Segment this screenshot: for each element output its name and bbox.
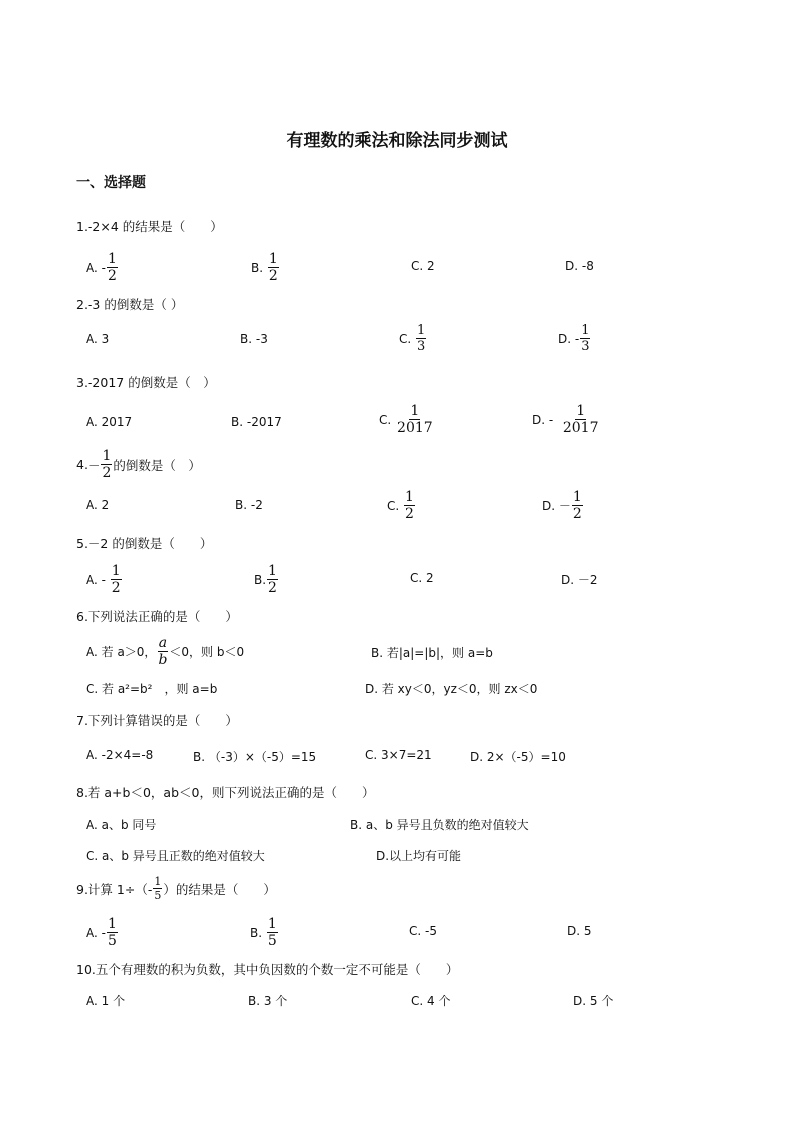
question-7-option-b[interactable]: B. （-3）×（-5）=15 (193, 750, 317, 764)
question-8-option-a[interactable]: A. a、b 同号 (86, 818, 157, 832)
question-8-option-d[interactable]: D.以上均有可能 (376, 849, 462, 863)
question-10-option-a[interactable]: A. 1 个 (86, 994, 126, 1008)
question-2-option-d[interactable]: D. - $\frac{1}{3}$ (558, 323, 590, 354)
question-1-option-a[interactable]: A. - $\frac{1}{2}$ (86, 251, 117, 284)
question-7-option-c[interactable]: C. 3×7=21 (365, 748, 432, 762)
question-3-option-a[interactable]: A. 2017 (86, 415, 133, 429)
question-8-option-c[interactable]: C. a、b 异号且正数的绝对值较大 (86, 849, 265, 863)
question-4-option-b[interactable]: B. -2 (235, 498, 263, 512)
question-2-option-b[interactable]: B. -3 (240, 332, 268, 346)
page-title: 有理数的乘法和除法同步测试 (286, 131, 508, 151)
question-7-option-a[interactable]: A. -2×4=-8 (86, 748, 154, 762)
question-4-option-d[interactable]: D. － $\frac{1}{2}$ (542, 489, 582, 522)
question-2-option-a[interactable]: A. 3 (86, 332, 110, 346)
fraction: $\frac{1}{2}$ (111, 563, 121, 596)
fraction: $\frac{1}{2}$ (107, 251, 117, 284)
question-1-option-c[interactable]: C. 2 (411, 259, 435, 273)
fraction: $\frac{1}{2}$ (268, 563, 277, 596)
question-4-stem: 4. － $\frac{1}{2}$ 的倒数是（ ） (76, 448, 201, 481)
question-3-stem: 3.-2017 的倒数是（ ） (76, 375, 216, 390)
question-5-option-c[interactable]: C. 2 (410, 571, 434, 585)
question-2-option-c[interactable]: C. $\frac{1}{3}$ (399, 323, 426, 354)
question-6-option-b[interactable]: B. 若|a|=|b|，则 a=b (371, 646, 493, 660)
fraction: $\frac{1}{2}$ (102, 448, 112, 481)
question-7-stem: 7.下列计算错误的是（ ） (76, 713, 238, 728)
question-8-stem: 8.若 a+b＜0，ab＜0，则下列说法正确的是（ ） (76, 785, 375, 800)
question-3-option-b[interactable]: B. -2017 (231, 415, 282, 429)
question-5-option-d[interactable]: D. －2 (561, 573, 598, 587)
question-2-stem: 2.-3 的倒数是（ ） (76, 297, 184, 312)
question-4-option-c[interactable]: C. $\frac{1}{2}$ (387, 489, 414, 522)
fraction: $\frac{1}{3}$ (581, 323, 590, 354)
question-5-option-b[interactable]: B. $\frac{1}{2}$ (254, 563, 277, 596)
fraction: $\frac{1}{5}$ (267, 916, 277, 949)
question-6-stem: 6.下列说法正确的是（ ） (76, 609, 238, 624)
question-1-option-b[interactable]: B. $\frac{1}{2}$ (251, 251, 278, 284)
fraction: $\frac{1}{3}$ (417, 323, 426, 354)
question-10-option-d[interactable]: D. 5 个 (573, 994, 614, 1008)
question-9-option-a[interactable]: A. - $\frac{1}{5}$ (86, 916, 117, 949)
fraction: $\frac{1}{2017}$ (397, 403, 433, 436)
fraction: $\frac{1}{2}$ (268, 251, 278, 284)
question-6-option-d[interactable]: D. 若 xy＜0，yz＜0，则 zx＜0 (365, 682, 538, 696)
fraction: $\frac{a}{b}$ (158, 635, 168, 668)
question-6-option-c[interactable]: C. 若 a²=b² ，则 a=b (86, 682, 218, 696)
question-10-stem: 10.五个有理数的积为负数，其中负因数的个数一定不可能是（ ） (76, 962, 459, 977)
question-7-option-d[interactable]: D. 2×（-5）=10 (470, 750, 566, 764)
question-10-option-c[interactable]: C. 4 个 (411, 994, 451, 1008)
question-6-option-a[interactable]: A. 若 a＞0， $\frac{a}{b}$ ＜0，则 b＜0 (86, 635, 245, 668)
question-5-stem: 5.－2 的倒数是（ ） (76, 536, 213, 551)
fraction: $\frac{1}{2}$ (405, 489, 414, 522)
question-1-option-d[interactable]: D. -8 (565, 259, 594, 273)
fraction: $\frac{1}{5}$ (107, 916, 117, 949)
fraction: $\frac{1}{2017}$ (562, 403, 599, 436)
question-10-option-b[interactable]: B. 3 个 (248, 994, 288, 1008)
question-4-option-a[interactable]: A. 2 (86, 498, 110, 512)
question-5-option-a[interactable]: A. - $\frac{1}{2}$ (86, 563, 121, 596)
question-9-option-b[interactable]: B. $\frac{1}{5}$ (250, 916, 277, 949)
question-3-option-d[interactable]: D. - $\frac{1}{2017}$ (532, 403, 599, 436)
question-9-option-d[interactable]: D. 5 (567, 924, 592, 938)
question-9-option-c[interactable]: C. -5 (409, 924, 437, 938)
question-8-option-b[interactable]: B. a、b 异号且负数的绝对值较大 (350, 818, 529, 832)
fraction: $\frac{1}{5}$ (154, 875, 162, 902)
question-1-stem: 1.-2×4 的结果是（ ） (76, 219, 223, 234)
question-3-option-c[interactable]: C. $\frac{1}{2017}$ (379, 403, 433, 436)
fraction: $\frac{1}{2}$ (572, 489, 582, 522)
section-heading: 一、选择题 (76, 175, 146, 191)
question-9-stem: 9.计算 1÷（- $\frac{1}{5}$ ）的结果是（ ） (76, 875, 276, 902)
